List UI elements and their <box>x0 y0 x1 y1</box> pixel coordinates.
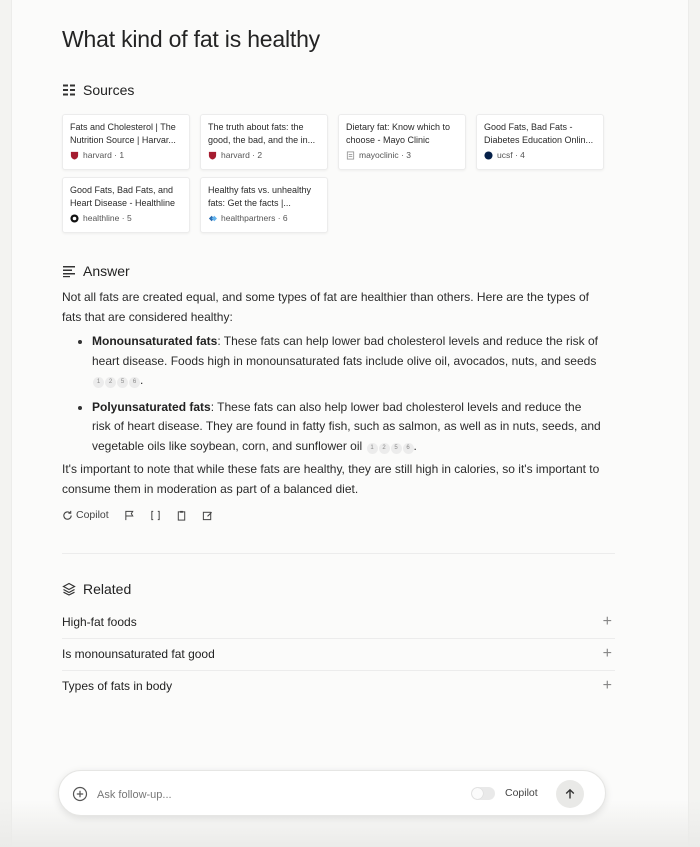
citation-badge[interactable]: 1 <box>93 377 104 388</box>
bullet-term: Polyunsaturated fats <box>92 399 211 414</box>
related-divider <box>62 670 615 671</box>
sources-heading <box>62 82 134 98</box>
refresh-icon <box>62 510 73 521</box>
citation-badge[interactable]: 6 <box>403 443 414 454</box>
clipboard-icon <box>176 510 187 521</box>
harvard-shield-icon <box>70 151 79 160</box>
citation-badge[interactable]: 1 <box>367 443 378 454</box>
expand-button[interactable] <box>150 510 161 521</box>
answer-lines-icon <box>62 264 76 278</box>
source-site: ucsf · 4 <box>497 150 525 160</box>
follow-up-bar <box>58 770 606 816</box>
related-item-label: Is monounsaturated fat good <box>62 647 215 661</box>
bullet-text: : These fats can help lower bad cholesterol levels and reduce the risk of heart disease. Foods high in monounsaturated fats include olive oil, avocados, nuts, and seeds <box>92 334 599 368</box>
source-site: mayoclinic · 3 <box>359 150 411 160</box>
answer-actions <box>62 509 213 521</box>
source-card-4[interactable] <box>476 114 604 170</box>
related-heading-label: Related <box>83 581 132 597</box>
page-icon <box>346 151 355 160</box>
related-item-label: Types of fats in body <box>62 679 173 693</box>
brackets-icon <box>150 510 161 521</box>
bullet-term: Monounsaturated fats <box>92 334 218 348</box>
answer-intro: Not all fats are created equal, and some types of fat are healthier than others. Here are the types of fats that are considered healthy: <box>62 290 589 324</box>
source-card-6[interactable] <box>200 177 328 233</box>
sources-heading-label: Sources <box>83 82 135 98</box>
section-divider <box>62 553 615 554</box>
arrow-up-icon <box>564 788 576 800</box>
source-title: Fats and Cholesterol | The Nutrition Source | Harvar... <box>70 122 176 145</box>
source-site: harvard · 2 <box>221 150 263 160</box>
citation-badge[interactable]: 2 <box>105 377 116 388</box>
plus-icon[interactable]: + <box>602 645 612 662</box>
answer-heading <box>62 263 130 279</box>
source-site: healthline · 5 <box>83 213 132 223</box>
copilot-rewrite-button[interactable] <box>62 509 109 521</box>
edit-icon <box>202 510 213 521</box>
bullet-text: : These fats can also help lower bad cholesterol levels and reduce the risk of heart disease. They are found in fatty fish, such as salmon, as well as in nuts, seeds, and vegetable oils like soybean, corn, and sunflower oil <box>92 399 601 453</box>
submit-button[interactable] <box>556 780 584 808</box>
ucsf-icon <box>484 151 493 160</box>
related-stack-icon <box>62 582 76 596</box>
harvard-shield-icon <box>208 151 217 160</box>
related-heading <box>62 581 131 597</box>
healthpartners-icon <box>208 214 217 223</box>
source-title: Healthy fats vs. unhealthy fats: Get the facts |... <box>208 185 312 208</box>
related-divider <box>62 638 615 639</box>
source-title: The truth about fats: the good, the bad, and the in... <box>208 122 316 145</box>
related-item[interactable] <box>62 643 614 665</box>
source-title: Good Fats, Bad Fats - Diabetes Education Onlin... <box>484 122 594 145</box>
sources-icon <box>62 83 76 97</box>
answer-heading-label: Answer <box>83 263 130 279</box>
plus-icon[interactable]: + <box>602 677 612 694</box>
source-card-3[interactable] <box>338 114 466 170</box>
related-item-label: High-fat foods <box>62 615 137 629</box>
copilot-toggle[interactable] <box>471 787 495 800</box>
plus-icon[interactable]: + <box>602 613 612 630</box>
source-title: Good Fats, Bad Fats, and Heart Disease - Healthline <box>70 185 176 208</box>
source-card-1[interactable] <box>62 114 190 170</box>
related-item[interactable] <box>62 675 614 697</box>
answer-page <box>12 0 688 847</box>
edit-button[interactable] <box>202 510 213 521</box>
answer-conclusion: It's important to note that while these fats are healthy, they are still high in calories, so it's important to consume them in moderation as part of a balanced diet. <box>62 462 600 496</box>
source-site: harvard · 1 <box>83 150 125 160</box>
copilot-toggle-label: Copilot <box>505 787 538 799</box>
toggle-knob <box>472 788 483 799</box>
citation-badge[interactable]: 5 <box>117 377 128 388</box>
source-title: Dietary fat: Know which to choose - Mayo Clinic <box>346 122 451 145</box>
citation-badge[interactable]: 5 <box>391 443 402 454</box>
healthline-icon <box>70 214 79 223</box>
flag-icon <box>124 510 135 521</box>
flag-button[interactable] <box>124 510 135 521</box>
related-item[interactable] <box>62 611 614 633</box>
answer-bullet-list <box>62 332 602 456</box>
copilot-rewrite-label: Copilot <box>76 509 109 521</box>
source-card-5[interactable] <box>62 177 190 233</box>
follow-up-input[interactable] <box>95 784 399 806</box>
source-card-2[interactable] <box>200 114 328 170</box>
page-title: What kind of fat is healthy <box>62 26 320 52</box>
answer-bullet: Monounsaturated fats: These fats can help lower bad cholesterol levels and reduce the risk of heart disease. Foods high in monounsaturated fats include olive oil, avocados, nuts, and seeds 1 2 5 6 . <box>62 332 602 391</box>
citation-badge[interactable]: 6 <box>129 377 140 388</box>
source-site: healthpartners · 6 <box>221 213 288 223</box>
answer-bullet: Polyunsaturated fats: These fats can also help lower bad cholesterol levels and reduce the risk of heart disease. They are found in fatty fish, such as salmon, as well as in nuts, seeds, and vegetable oils like soybean, corn, and sunflower oil 1 2 5 6 . <box>62 398 602 457</box>
add-circle-icon[interactable] <box>72 786 88 802</box>
copy-button[interactable] <box>176 510 187 521</box>
citation-badge[interactable]: 2 <box>379 443 390 454</box>
